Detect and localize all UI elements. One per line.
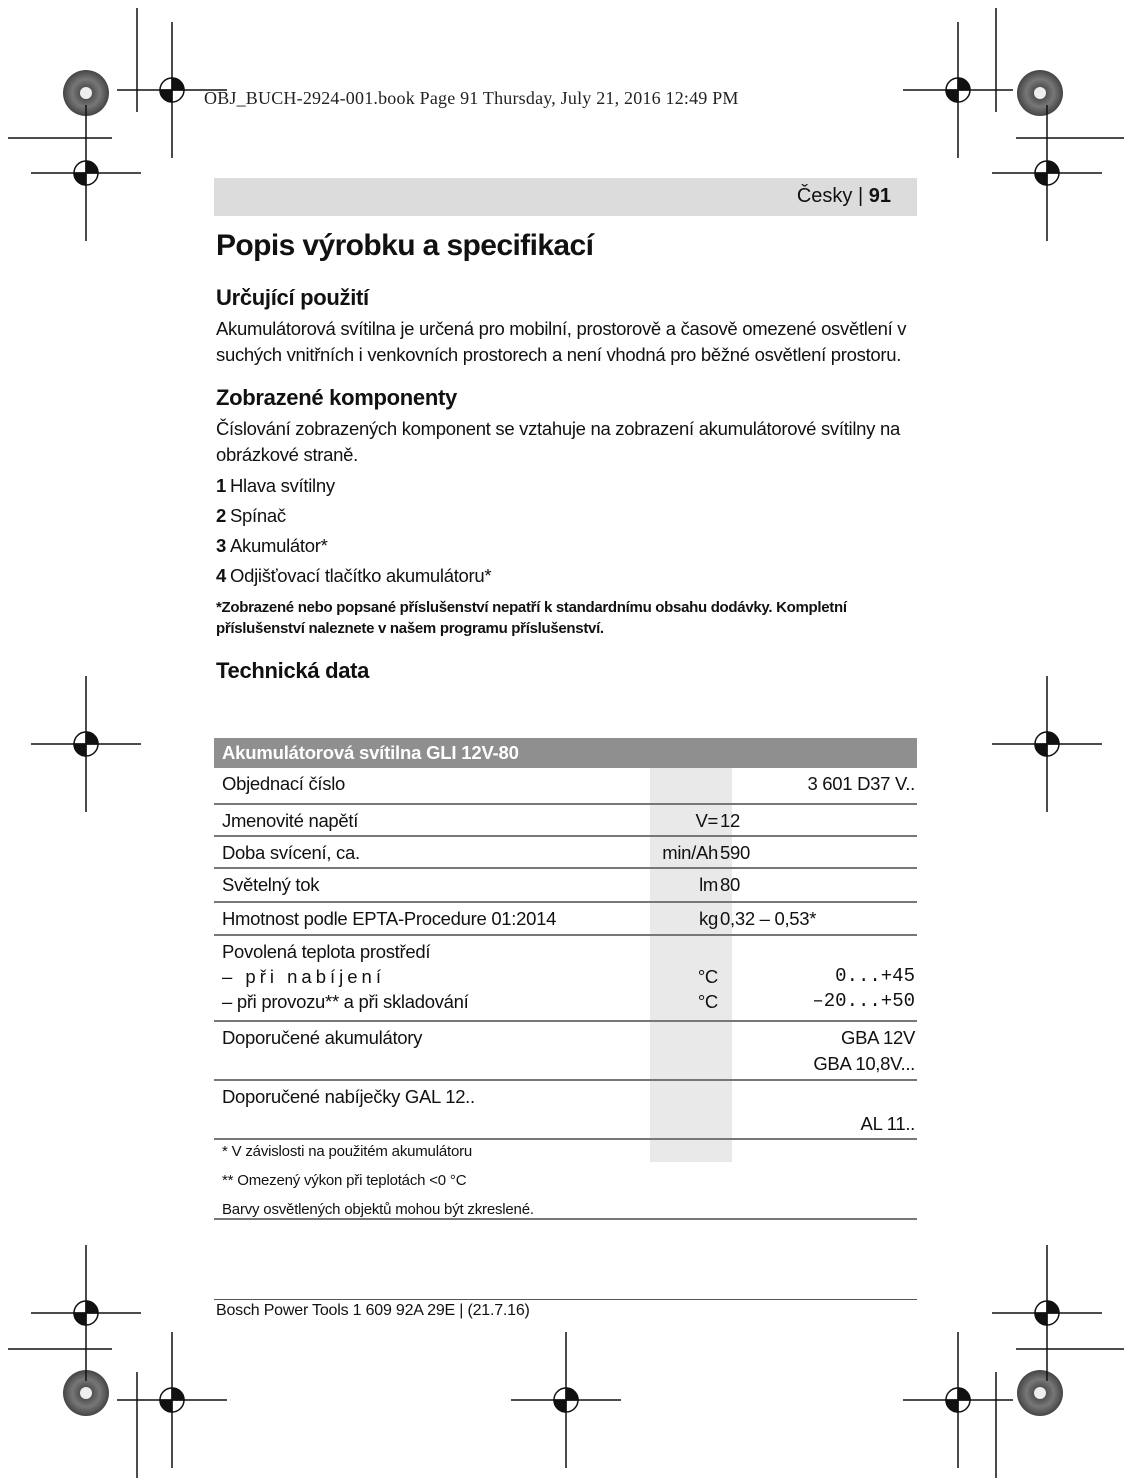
item-label: Hlava svítilny — [230, 475, 335, 496]
row-value: 0,32 – 0,53* — [720, 908, 817, 929]
list-item — [216, 471, 922, 501]
item-label: Odjišťovací tlačítko akumulátoru* — [230, 565, 492, 586]
components-intro: Číslování zobrazených komponent se vztahuje na zobrazení akumulátorové svítilny na obrázkové straně. — [216, 418, 900, 465]
footnotes — [222, 1137, 534, 1224]
row-label: Jmenovité napětí — [222, 810, 359, 831]
crosshair-mark-icon — [511, 1332, 621, 1468]
item-number: 2 — [216, 505, 226, 526]
footnote: * V závislosti na použitém akumulátoru — [222, 1143, 473, 1160]
crosshair-mark-icon — [31, 676, 141, 812]
page-title: Popis výrobku a specifikací — [216, 229, 594, 262]
item-label: Akumulátor* — [230, 535, 328, 556]
row-unit: lm — [699, 874, 718, 895]
row-value: 12 — [720, 810, 740, 831]
row-unit: °C — [697, 991, 718, 1012]
row-unit: min/Ah — [662, 842, 718, 863]
components-list — [216, 471, 922, 591]
row-unit: kg — [699, 908, 718, 929]
row-label: Doporučené akumulátory — [222, 1027, 423, 1048]
table-row — [214, 1022, 917, 1081]
table-row — [214, 936, 917, 1022]
table-row — [214, 869, 917, 903]
crosshair-mark-icon — [992, 676, 1102, 812]
crosshair-mark-icon — [992, 1245, 1102, 1381]
spec-table-title: Akumulátorová svítilna GLI 12V-80 — [214, 738, 917, 768]
page-header-bar — [214, 178, 917, 216]
row-value: 3 601 D37 V.. — [807, 773, 915, 794]
technical-data-heading: Technická data — [216, 658, 370, 683]
page-number: 91 — [868, 185, 891, 207]
row-sublabel: – při provozu** a při skladování — [222, 991, 469, 1012]
row-label: Světelný tok — [222, 874, 320, 895]
item-number: 4 — [216, 565, 226, 586]
intended-use-text: Akumulátorová svítilna je určená pro mobilní, prostorově a časově omezené osvětlení v suchých vnitřních i venkovních prostorech a není vhodná pro běžné osvětlení prostoru. — [216, 318, 907, 365]
crosshair-mark-icon — [992, 105, 1102, 241]
row-label: Hmotnost podle EPTA-Procedure 01:2014 — [222, 908, 557, 929]
header-separator: | — [852, 185, 869, 207]
main-content — [216, 226, 922, 685]
divider — [214, 1299, 917, 1300]
row-label: Doba svícení, ca. — [222, 842, 360, 863]
item-number: 3 — [216, 535, 226, 556]
row-sublabel: – při nabíjení — [222, 966, 385, 987]
table-row — [214, 837, 917, 869]
crosshair-mark-icon — [117, 1332, 227, 1468]
divider — [214, 1218, 917, 1220]
spec-table-body — [214, 768, 917, 1140]
list-item — [216, 531, 922, 561]
row-unit: V= — [695, 810, 718, 831]
page-footer: Bosch Power Tools 1 609 92A 29E | (21.7.16) — [216, 1302, 530, 1319]
list-item — [216, 561, 922, 591]
components-heading: Zobrazené komponenty — [216, 385, 457, 410]
table-row — [214, 768, 917, 805]
row-value: 0...+45 — [835, 965, 915, 987]
item-number: 1 — [216, 475, 226, 496]
list-item — [216, 501, 922, 531]
table-row — [214, 805, 917, 837]
footnote: ** Omezený výkon při teplotách <0 °C — [222, 1172, 467, 1189]
footnote: Barvy osvětlených objektů mohou být zkreslené. — [222, 1201, 534, 1218]
row-unit: °C — [697, 966, 718, 987]
row-label: Doporučené nabíječky GAL 12.. — [222, 1086, 475, 1107]
row-value: 590 — [720, 842, 750, 863]
row-label: Objednací číslo — [222, 773, 346, 794]
spec-table — [214, 738, 917, 1140]
accessory-note: *Zobrazené nebo popsané příslušenství nepatří k standardnímu obsahu dodávky. Kompletní příslušenství naleznete v našem programu příslušenství. — [216, 599, 847, 637]
row-value: AL 11.. — [860, 1113, 915, 1134]
row-value: –20...+50 — [812, 990, 915, 1012]
row-label: Povolená teplota prostředí — [222, 941, 431, 962]
crosshair-mark-icon — [31, 105, 141, 241]
intended-use-heading: Určující použití — [216, 285, 369, 310]
table-row — [214, 1081, 917, 1140]
item-label: Spínač — [230, 505, 286, 526]
language-label: Česky — [796, 185, 853, 207]
row-value: GBA 12V — [840, 1027, 915, 1048]
table-row — [214, 903, 917, 936]
book-info: OBJ_BUCH-2924-001.book Page 91 Thursday, July 21, 2016 12:49 PM — [204, 88, 739, 108]
row-value: GBA 10,8V... — [813, 1053, 915, 1074]
page-header — [797, 185, 891, 208]
row-value: 80 — [720, 874, 740, 895]
crosshair-mark-icon — [31, 1245, 141, 1381]
